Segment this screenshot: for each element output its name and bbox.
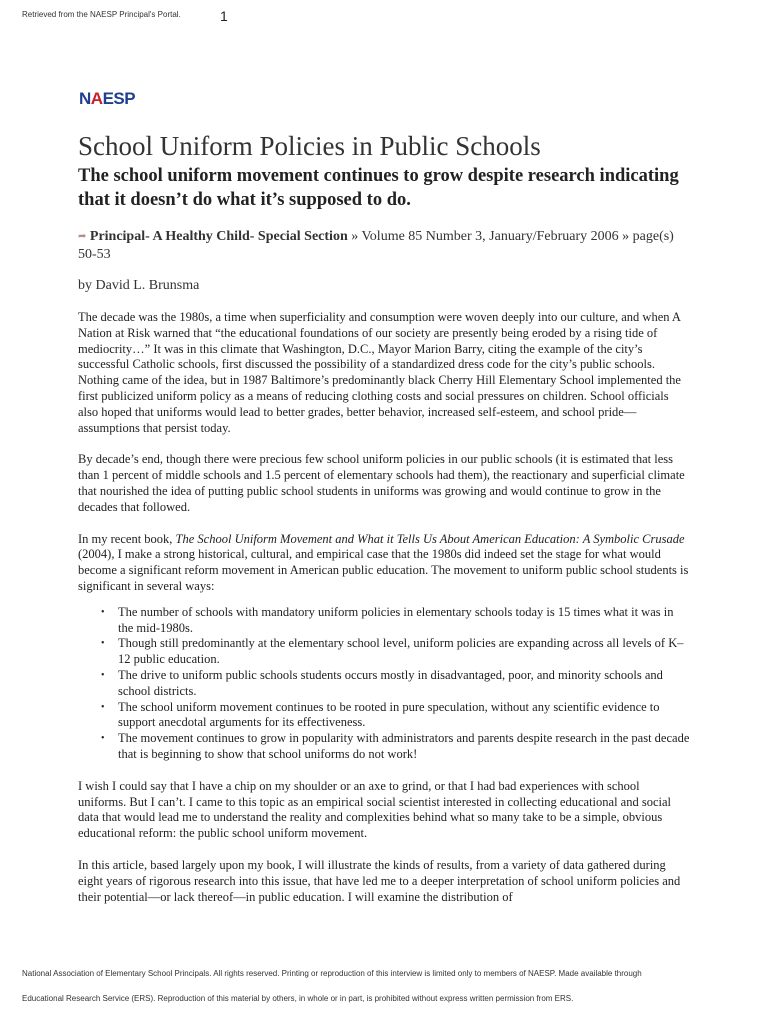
copyright-line-2: Educational Research Service (ERS). Reproduction of this material by others, in whole or in part, is prohibited without express written permission from ERS.: [22, 994, 574, 1003]
section-link[interactable]: Principal- A Healthy Child- Special Section: [89, 229, 348, 244]
list-item: • The drive to uniform public schools students occurs mostly in disadvantaged, poor, and minority schools and school districts.: [118, 668, 690, 700]
article-title: School Uniform Policies in Public Schools: [78, 131, 541, 161]
article-meta: [78, 228, 690, 264]
page-number: 1: [220, 8, 228, 24]
paragraph-2: By decade’s end, though there were precious few school uniform policies in our public schools (it is estimated that less than 1 percent of middle schools and 1.5 percent of elementary schools had them), the reactionary and superficial climate that nourished the idea of putting public school students in uniforms was growing and would continue to grow in the decades that followed.: [78, 452, 685, 514]
retrieved-note: Retrieved from the NAESP Principal's Portal.: [22, 10, 181, 19]
paragraph-5: In this article, based largely upon my book, I will illustrate the kinds of results, from a variety of data gathered during eight years of rigorous research into this issue, that have led me to a deeper interpretation of school uniform policies and their potential—or lack thereof—in public education. I will examine the distribution of: [78, 857, 681, 904]
paragraph-3-lead: In my recent book,: [78, 531, 176, 546]
paragraph-4: I wish I could say that I have a chip on my shoulder or an axe to grind, or that I had bad experiences with school uniforms. But I can’t. I came to this topic as an empirical social scientist interested in collecting educational and social data that would lead me to understand the reality and complexities behind what so many take to be a simple, obvious educational reform: the public school uniform movement.: [78, 778, 671, 841]
article-subtitle: The school uniform movement continues to grow despite research indicating that it doesn’t do what it’s supposed to do.: [78, 166, 679, 210]
arrow-icon: ➦: [78, 231, 87, 242]
byline: by David L. Brunsma: [78, 278, 200, 293]
article: [78, 130, 690, 905]
list-item: • Though still predominantly at the elementary school level, uniform policies are expanding across all levels of K–12 public education.: [118, 636, 690, 668]
paragraph-1: The decade was the 1980s, a time when superficiality and consumption were woven deeply into our culture, and when A Nation at Risk warned that “the educational foundations of our society are presently being eroded by a rising tide of mediocrity…” It was in this climate that Washington, D.C., Mayor Marion Barry, citing the example of the city’s successful Catholic schools, first discussed the possibility of a standardized dress code for the city’s public schools. Nothing came of the idea, but in 1987 Baltimore’s predominantly black Cherry Hill Elementary School implemented the first publicized uniform policy as a means of reducing clothing costs and social pressures on children. School officials also hoped that uniforms would lead to better grades, better behavior, increased self-esteem, and school pride—assumptions that persist today.: [78, 310, 681, 435]
significance-list: [78, 605, 690, 763]
logo-letter-n: N: [79, 89, 91, 108]
copyright-line-1: National Association of Elementary School Principals. All rights reserved. Printing or reproduction of this interview is limited only to members of NAESP. Made available through: [22, 969, 642, 978]
list-item: • The number of schools with mandatory uniform policies in elementary schools today is 15 times what it was in the mid-1980s.: [118, 605, 690, 637]
paragraph-3-rest: (2004), I make a strong historical, cultural, and empirical case that the 1980s did indeed set the stage for what would become a significant reform movement in American public education. The movement to uniform public school students is significant in several ways:: [78, 547, 689, 593]
naesp-logo: [79, 90, 135, 107]
logo-letters-esp: ESP: [102, 89, 136, 108]
paragraph-3: [78, 532, 690, 595]
list-item: • The school uniform movement continues to be rooted in pure speculation, without any scientific evidence to support anecdotal arguments for its effectiveness.: [118, 700, 690, 732]
list-item: • The movement continues to grow in popularity with administrators and parents despite research in the past decade that is beginning to show that school uniforms do not work!: [118, 731, 690, 763]
book-title: The School Uniform Movement and What it Tells Us About American Education: A Symbolic Crusade: [175, 531, 685, 546]
issue-info: » Volume 85 Number 3, January/February 2006 » page(s) 50-53: [78, 229, 674, 262]
logo-letter-a: A: [90, 89, 103, 108]
